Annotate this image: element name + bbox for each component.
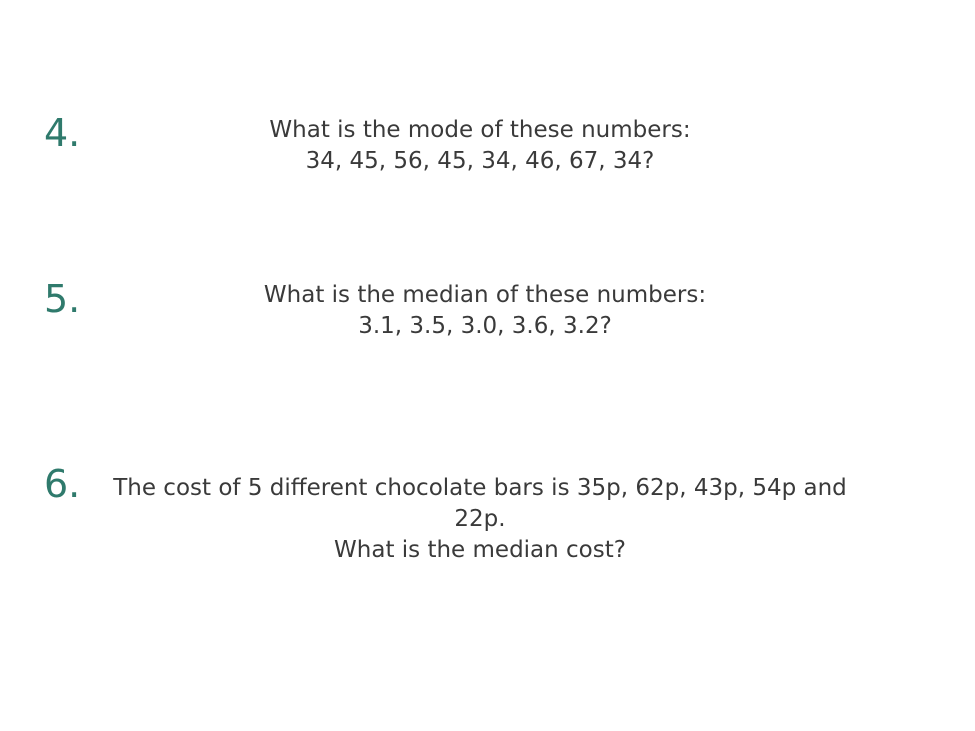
question-5-text bbox=[180, 280, 790, 342]
question-6-line-1: The cost of 5 different chocolate bars is 35p, 62p, 43p, 54p and bbox=[113, 475, 847, 501]
question-5-line-2: 3.1, 3.5, 3.0, 3.6, 3.2? bbox=[358, 313, 612, 339]
question-6-number: 6. bbox=[44, 462, 81, 506]
question-6-text bbox=[108, 473, 852, 566]
question-4-line-2: 34, 45, 56, 45, 34, 46, 67, 34? bbox=[305, 148, 655, 174]
question-6-line-2: 22p. bbox=[454, 506, 506, 532]
question-4-text bbox=[180, 115, 780, 177]
question-6-line-3: What is the median cost? bbox=[334, 537, 626, 563]
question-4-line-1: What is the mode of these numbers: bbox=[269, 117, 691, 143]
question-5-number: 5. bbox=[44, 277, 81, 321]
question-4-number: 4. bbox=[44, 111, 81, 155]
question-5-line-1: What is the median of these numbers: bbox=[263, 282, 707, 308]
